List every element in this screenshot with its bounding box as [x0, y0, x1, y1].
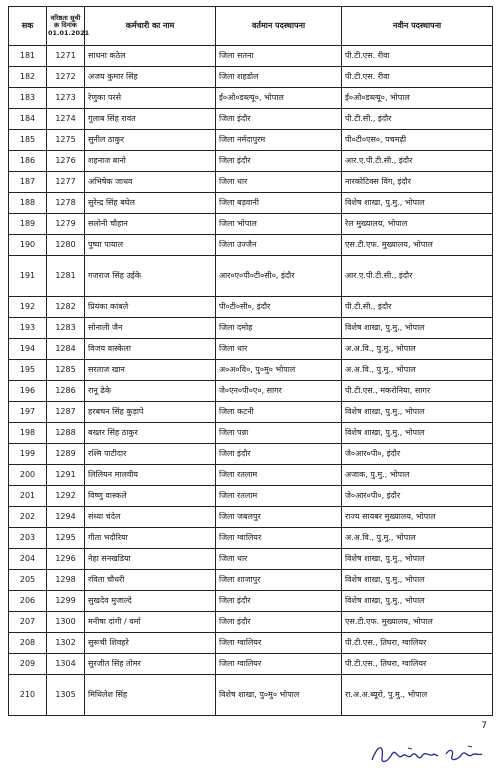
- cell-name: सुखदेव मुजाल्दे: [85, 591, 216, 612]
- cell-seniority: 1281: [47, 256, 85, 297]
- cell-new-posting: नारकोटिक्स विंग, इंदौर: [342, 172, 493, 193]
- handwritten-signature: [368, 740, 488, 772]
- cell-seniority: 1305: [47, 675, 85, 716]
- table-row: [9, 381, 493, 402]
- cell-seniority: 1287: [47, 402, 85, 423]
- cell-new-posting: एस.टी.एफ. मुख्यालय, भोपाल: [342, 235, 493, 256]
- cell-sno: 195: [9, 360, 47, 381]
- cell-current-posting: जिला ग्वालियर: [216, 654, 342, 675]
- cell-current-posting: जिला बड़वानी: [216, 193, 342, 214]
- cell-seniority: 1302: [47, 633, 85, 654]
- header-new-posting: नवीन पदस्थापना: [342, 7, 493, 46]
- cell-sno: 190: [9, 235, 47, 256]
- cell-seniority: 1295: [47, 528, 85, 549]
- cell-current-posting: जिला इंदौर: [216, 444, 342, 465]
- cell-name: विजय वास्केला: [85, 339, 216, 360]
- cell-new-posting: विशेष शाखा, पु.मु., भोपाल: [342, 570, 493, 591]
- cell-name: संध्या चंदेल: [85, 507, 216, 528]
- cell-current-posting: आर०ए०पी०टी०सी०, इंदौर: [216, 256, 342, 297]
- cell-seniority: 1296: [47, 549, 85, 570]
- cell-name: सुरेन्द्र सिंह बघेल: [85, 193, 216, 214]
- header-name: कर्मचारी का नाम: [85, 7, 216, 46]
- cell-name: सरताज खान: [85, 360, 216, 381]
- cell-current-posting: जिला ग्वालियर: [216, 528, 342, 549]
- cell-current-posting: जे०एन०पी०ए०, सागर: [216, 381, 342, 402]
- table-header-row: [9, 7, 493, 46]
- cell-name: रेणुका परसे: [85, 88, 216, 109]
- posting-list-sheet: [8, 6, 492, 716]
- cell-seniority: 1299: [47, 591, 85, 612]
- cell-seniority: 1272: [47, 67, 85, 88]
- cell-seniority: 1300: [47, 612, 85, 633]
- table-row: [9, 528, 493, 549]
- cell-name: सुरजीत सिंह तोमर: [85, 654, 216, 675]
- cell-sno: 184: [9, 109, 47, 130]
- cell-new-posting: पी०टी०एस०, पचमढ़ी: [342, 130, 493, 151]
- table-row: [9, 486, 493, 507]
- table-row: [9, 88, 493, 109]
- cell-new-posting: विशेष शाखा, पु.मु., भोपाल: [342, 402, 493, 423]
- cell-seniority: 1292: [47, 486, 85, 507]
- cell-new-posting: आर.ए.पी.टी.सी., इंदौर: [342, 151, 493, 172]
- table-row: [9, 193, 493, 214]
- cell-seniority: 1294: [47, 507, 85, 528]
- cell-current-posting: जिला कटनी: [216, 402, 342, 423]
- cell-seniority: 1274: [47, 109, 85, 130]
- cell-sno: 185: [9, 130, 47, 151]
- cell-sno: 194: [9, 339, 47, 360]
- cell-name: बख्तर सिंह ठाकुर: [85, 423, 216, 444]
- table-row: [9, 235, 493, 256]
- table-row: [9, 67, 493, 88]
- cell-current-posting: जिला रतलाम: [216, 486, 342, 507]
- cell-sno: 187: [9, 172, 47, 193]
- cell-seniority: 1271: [47, 46, 85, 67]
- table-row: [9, 612, 493, 633]
- cell-new-posting: विशेष शाखा, पु.मु., भोपाल: [342, 318, 493, 339]
- table-row: [9, 214, 493, 235]
- cell-current-posting: जिला जबलपुर: [216, 507, 342, 528]
- cell-name: सोनाली जैन: [85, 318, 216, 339]
- page-number: 7: [481, 721, 487, 731]
- cell-name: हरबचन सिंह कुड़ापे: [85, 402, 216, 423]
- cell-sno: 207: [9, 612, 47, 633]
- cell-seniority: 1298: [47, 570, 85, 591]
- cell-current-posting: जिला रतलाम: [216, 465, 342, 486]
- cell-new-posting: जे०आर०पी०, इंदौर: [342, 486, 493, 507]
- table-row: [9, 507, 493, 528]
- cell-current-posting: जिला शहडोल: [216, 67, 342, 88]
- cell-new-posting: रेल मुख्यालय, भोपाल: [342, 214, 493, 235]
- cell-current-posting: जिला इंदौर: [216, 591, 342, 612]
- cell-current-posting: जिला धार: [216, 339, 342, 360]
- cell-name: गुलाब सिंह रावत: [85, 109, 216, 130]
- cell-sno: 191: [9, 256, 47, 297]
- header-seniority: वरिष्ठता सूची क्र दिनांक 01.01.2021: [47, 7, 85, 46]
- table-row: [9, 675, 493, 716]
- cell-name: सलोनी चौहान: [85, 214, 216, 235]
- cell-seniority: 1278: [47, 193, 85, 214]
- cell-current-posting: जिला उज्जैन: [216, 235, 342, 256]
- cell-current-posting: जिला ग्वालियर: [216, 633, 342, 654]
- cell-seniority: 1304: [47, 654, 85, 675]
- cell-new-posting: अ.अ.वि., पु.मु., भोपाल: [342, 528, 493, 549]
- cell-name: विष्णु वास्कले: [85, 486, 216, 507]
- table-row: [9, 654, 493, 675]
- cell-name: रानू ढेके: [85, 381, 216, 402]
- cell-current-posting: जिला दमोह: [216, 318, 342, 339]
- table-row: [9, 444, 493, 465]
- cell-name: सुनील ठाकुर: [85, 130, 216, 151]
- table-row: [9, 339, 493, 360]
- cell-new-posting: रा.अ.अ.ब्यूरो, पु.मु., भोपाल: [342, 675, 493, 716]
- table-row: [9, 297, 493, 318]
- cell-new-posting: पी.टी.एस., मकरोनिया, सागर: [342, 381, 493, 402]
- cell-seniority: 1276: [47, 151, 85, 172]
- cell-current-posting: जिला शाजापुर: [216, 570, 342, 591]
- cell-new-posting: एस.टी.एफ. मुख्यालय, भोपाल: [342, 612, 493, 633]
- cell-name: मिथिलेश सिंह: [85, 675, 216, 716]
- cell-current-posting: पी०टी०सी०, इंदौर: [216, 297, 342, 318]
- cell-sno: 181: [9, 46, 47, 67]
- table-row: [9, 318, 493, 339]
- cell-seniority: 1283: [47, 318, 85, 339]
- cell-sno: 188: [9, 193, 47, 214]
- cell-name: रविता चौधरी: [85, 570, 216, 591]
- cell-seniority: 1280: [47, 235, 85, 256]
- table-row: [9, 109, 493, 130]
- cell-sno: 182: [9, 67, 47, 88]
- table-row: [9, 172, 493, 193]
- cell-seniority: 1285: [47, 360, 85, 381]
- table-row: [9, 633, 493, 654]
- cell-new-posting: पी.टी.एस., तिघरा, ग्वालियर: [342, 633, 493, 654]
- cell-name: पुष्पा पायाल: [85, 235, 216, 256]
- header-sno: सक: [9, 7, 47, 46]
- cell-seniority: 1277: [47, 172, 85, 193]
- cell-sno: 199: [9, 444, 47, 465]
- cell-sno: 201: [9, 486, 47, 507]
- cell-name: गजराज सिंह उईके: [85, 256, 216, 297]
- table-row: [9, 549, 493, 570]
- cell-new-posting: पी.टी.सी., इंदौर: [342, 109, 493, 130]
- cell-sno: 209: [9, 654, 47, 675]
- cell-name: लिलियन मालवीय: [85, 465, 216, 486]
- cell-new-posting: अ.अ.वि., पु.मु., भोपाल: [342, 339, 493, 360]
- cell-new-posting: विशेष शाखा, पु.मु., भोपाल: [342, 193, 493, 214]
- cell-sno: 206: [9, 591, 47, 612]
- cell-name: सुरूची शिवहरे: [85, 633, 216, 654]
- cell-current-posting: जिला भोपाल: [216, 214, 342, 235]
- table-row: [9, 360, 493, 381]
- cell-seniority: 1288: [47, 423, 85, 444]
- table-row: [9, 46, 493, 67]
- table-row: [9, 423, 493, 444]
- cell-new-posting: अ.अ.वि., पु.मु., भोपाल: [342, 360, 493, 381]
- cell-sno: 186: [9, 151, 47, 172]
- cell-sno: 183: [9, 88, 47, 109]
- cell-current-posting: जिला धार: [216, 172, 342, 193]
- cell-name: नेहा सनखडिया: [85, 549, 216, 570]
- table-row: [9, 591, 493, 612]
- cell-current-posting: जिला सतना: [216, 46, 342, 67]
- cell-current-posting: जिला नर्मदापुरम: [216, 130, 342, 151]
- cell-sno: 192: [9, 297, 47, 318]
- cell-seniority: 1284: [47, 339, 85, 360]
- cell-name: प्रियंका कांबले: [85, 297, 216, 318]
- table-row: [9, 130, 493, 151]
- cell-current-posting: जिला धार: [216, 549, 342, 570]
- cell-name: रश्मि पाटीदार: [85, 444, 216, 465]
- posting-table: [8, 6, 493, 716]
- cell-sno: 210: [9, 675, 47, 716]
- table-row: [9, 256, 493, 297]
- table-row: [9, 570, 493, 591]
- cell-name: अभिषेक जाधव: [85, 172, 216, 193]
- cell-seniority: 1286: [47, 381, 85, 402]
- cell-current-posting: जिला इंदौर: [216, 612, 342, 633]
- table-row: [9, 465, 493, 486]
- header-current-posting: वर्तमान पदस्थापना: [216, 7, 342, 46]
- cell-new-posting: विशेष शाखा, पु.मु., भोपाल: [342, 591, 493, 612]
- cell-seniority: 1273: [47, 88, 85, 109]
- cell-sno: 202: [9, 507, 47, 528]
- cell-seniority: 1279: [47, 214, 85, 235]
- cell-sno: 208: [9, 633, 47, 654]
- cell-new-posting: अजाक, पु.मु., भोपाल: [342, 465, 493, 486]
- cell-current-posting: जिला इंदौर: [216, 109, 342, 130]
- cell-sno: 204: [9, 549, 47, 570]
- cell-sno: 205: [9, 570, 47, 591]
- cell-sno: 198: [9, 423, 47, 444]
- cell-seniority: 1282: [47, 297, 85, 318]
- cell-current-posting: विशेष शाखा, पु०मु० भोपाल: [216, 675, 342, 716]
- cell-seniority: 1275: [47, 130, 85, 151]
- cell-new-posting: आर.ए.पी.टी.सी., इंदौर: [342, 256, 493, 297]
- cell-current-posting: जिला पन्ना: [216, 423, 342, 444]
- cell-sno: 200: [9, 465, 47, 486]
- cell-new-posting: ई०ओ०डब्ल्यू०, भोपाल: [342, 88, 493, 109]
- cell-name: शहनाज बानो: [85, 151, 216, 172]
- cell-sno: 203: [9, 528, 47, 549]
- cell-seniority: 1289: [47, 444, 85, 465]
- cell-new-posting: पी.टी.एस., तिघरा, ग्वालियर: [342, 654, 493, 675]
- cell-new-posting: पी.टी.एस. रीवा: [342, 46, 493, 67]
- cell-new-posting: पी.टी.एस. रीवा: [342, 67, 493, 88]
- cell-current-posting: ई०ओ०डब्ल्यू०, भोपाल: [216, 88, 342, 109]
- cell-sno: 189: [9, 214, 47, 235]
- cell-new-posting: राज्य सायबर मुख्यालय, भोपाल: [342, 507, 493, 528]
- cell-current-posting: अ०अ०वि०, पु०मु० भोपाल: [216, 360, 342, 381]
- cell-sno: 193: [9, 318, 47, 339]
- cell-new-posting: विशेष शाखा, पु.मु., भोपाल: [342, 423, 493, 444]
- cell-new-posting: विशेष शाखा, पु.मु., भोपाल: [342, 549, 493, 570]
- cell-name: साधना कठेल: [85, 46, 216, 67]
- cell-seniority: 1291: [47, 465, 85, 486]
- cell-new-posting: जे०आर०पी०, इंदौर: [342, 444, 493, 465]
- cell-name: मनीषा दांगी / वर्मा: [85, 612, 216, 633]
- cell-name: गीता भदौरिया: [85, 528, 216, 549]
- cell-new-posting: पी.टी.सी., इंदौर: [342, 297, 493, 318]
- cell-sno: 196: [9, 381, 47, 402]
- table-body: [9, 46, 493, 716]
- table-row: [9, 151, 493, 172]
- cell-sno: 197: [9, 402, 47, 423]
- table-row: [9, 402, 493, 423]
- cell-current-posting: जिला इंदौर: [216, 151, 342, 172]
- cell-name: अजय कुमार सिंह: [85, 67, 216, 88]
